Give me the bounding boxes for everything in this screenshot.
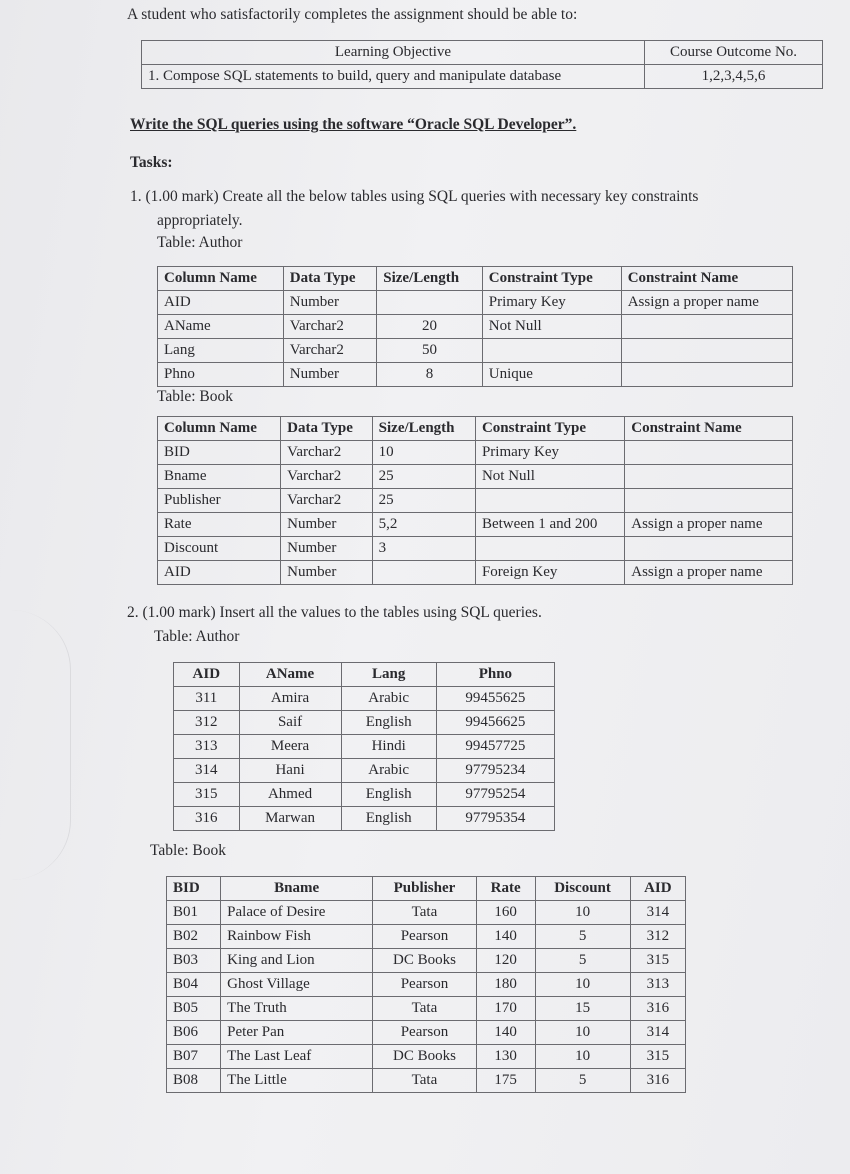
table-cell: Phno: [158, 363, 284, 387]
table-cell: Pearson: [373, 973, 477, 997]
table-cell: 25: [372, 489, 475, 513]
table-cell: 315: [630, 1045, 685, 1069]
schema-header: Column Name: [158, 417, 281, 441]
table-cell: [625, 465, 793, 489]
intro-text: A student who satisfactorily completes the assignment should be able to:: [127, 6, 578, 23]
table-cell: [377, 291, 483, 315]
table-cell: 314: [630, 901, 685, 925]
table-cell: Between 1 and 200: [475, 513, 624, 537]
table-cell: 313: [630, 973, 685, 997]
objective-row-outcome: 1,2,3,4,5,6: [645, 65, 823, 89]
table-row: [158, 465, 793, 489]
table-cell: 10: [535, 973, 630, 997]
table-cell: [625, 441, 793, 465]
table-cell: Peter Pan: [221, 1021, 373, 1045]
table-row: [167, 997, 686, 1021]
table-row: [158, 339, 793, 363]
table-row: [174, 759, 555, 783]
table-cell: Bname: [158, 465, 281, 489]
table-cell: Number: [281, 561, 373, 585]
table-cell: 140: [476, 925, 535, 949]
page-fold-shadow: [0, 610, 71, 880]
table-cell: The Truth: [221, 997, 373, 1021]
table-cell: Tata: [373, 997, 477, 1021]
task1-book-label: Table: Book: [157, 388, 233, 405]
tasks-heading: Tasks:: [130, 154, 173, 171]
table-row: [167, 1021, 686, 1045]
table-cell: Hani: [239, 759, 341, 783]
table-cell: Discount: [158, 537, 281, 561]
schema-header: Constraint Type: [475, 417, 624, 441]
table-row: [158, 537, 793, 561]
table-cell: Unique: [482, 363, 621, 387]
table-cell: [625, 489, 793, 513]
table-cell: B02: [167, 925, 221, 949]
table-row: [158, 513, 793, 537]
table-cell: Foreign Key: [475, 561, 624, 585]
table-cell: B08: [167, 1069, 221, 1093]
task1-line1: 1. (1.00 mark) Create all the below tables using SQL queries with necessary key constraints: [130, 188, 699, 205]
table-cell: Number: [283, 291, 376, 315]
table-cell: The Last Leaf: [221, 1045, 373, 1069]
table-row: [174, 711, 555, 735]
table-cell: DC Books: [373, 949, 477, 973]
table-cell: Assign a proper name: [625, 513, 793, 537]
table-cell: English: [341, 711, 436, 735]
table-cell: Assign a proper name: [625, 561, 793, 585]
table-cell: 316: [174, 807, 240, 831]
table-cell: DC Books: [373, 1045, 477, 1069]
data-header: Phno: [436, 663, 554, 687]
instruction-text: Write the SQL queries using the software “Oracle SQL Developer”.: [130, 116, 577, 133]
table-cell: B05: [167, 997, 221, 1021]
table-cell: Varchar2: [283, 339, 376, 363]
table-cell: King and Lion: [221, 949, 373, 973]
table-cell: [475, 537, 624, 561]
table-cell: 10: [535, 1045, 630, 1069]
table-cell: 314: [630, 1021, 685, 1045]
table-cell: [475, 489, 624, 513]
table-cell: AID: [158, 291, 284, 315]
table-cell: AID: [158, 561, 281, 585]
table-row: [167, 925, 686, 949]
table-cell: 314: [174, 759, 240, 783]
task1-author-label: Table: Author: [157, 234, 243, 251]
task2-book-label: Table: Book: [150, 842, 226, 859]
book-data-table: [166, 876, 686, 1093]
table-cell: Hindi: [341, 735, 436, 759]
table-cell: 312: [630, 925, 685, 949]
table-cell: 20: [377, 315, 483, 339]
table-cell: 315: [174, 783, 240, 807]
table-row: [174, 687, 555, 711]
table-cell: B06: [167, 1021, 221, 1045]
table-row: [167, 1069, 686, 1093]
data-header: AID: [630, 877, 685, 901]
table-cell: 10: [535, 1021, 630, 1045]
table-cell: B03: [167, 949, 221, 973]
schema-header: Column Name: [158, 267, 284, 291]
table-cell: Varchar2: [281, 489, 373, 513]
table-cell: 3: [372, 537, 475, 561]
table-cell: Varchar2: [281, 441, 373, 465]
table-cell: 10: [535, 901, 630, 925]
table-cell: Varchar2: [283, 315, 376, 339]
table-cell: Assign a proper name: [621, 291, 792, 315]
table-row: [174, 783, 555, 807]
table-cell: Arabic: [341, 687, 436, 711]
table-cell: 50: [377, 339, 483, 363]
table-cell: [482, 339, 621, 363]
schema-header: Size/Length: [377, 267, 483, 291]
table-cell: 316: [630, 997, 685, 1021]
schema-header: Data Type: [281, 417, 373, 441]
table-cell: English: [341, 807, 436, 831]
outcome-header: Course Outcome No.: [645, 41, 823, 65]
data-header: Rate: [476, 877, 535, 901]
table-cell: 120: [476, 949, 535, 973]
table-cell: Rate: [158, 513, 281, 537]
table-row: [167, 1045, 686, 1069]
table-row: [174, 807, 555, 831]
objective-table: [141, 40, 823, 89]
table-cell: Varchar2: [281, 465, 373, 489]
data-header: Lang: [341, 663, 436, 687]
table-cell: Marwan: [239, 807, 341, 831]
table-cell: 25: [372, 465, 475, 489]
table-cell: Tata: [373, 901, 477, 925]
table-cell: English: [341, 783, 436, 807]
table-cell: 315: [630, 949, 685, 973]
table-cell: Not Null: [482, 315, 621, 339]
data-header: Bname: [221, 877, 373, 901]
table-cell: B04: [167, 973, 221, 997]
table-cell: 15: [535, 997, 630, 1021]
table-cell: [621, 315, 792, 339]
table-cell: 99456625: [436, 711, 554, 735]
table-cell: 180: [476, 973, 535, 997]
data-header: BID: [167, 877, 221, 901]
schema-header: Constraint Type: [482, 267, 621, 291]
table-cell: The Little: [221, 1069, 373, 1093]
table-cell: 316: [630, 1069, 685, 1093]
schema-header: Size/Length: [372, 417, 475, 441]
table-cell: Saif: [239, 711, 341, 735]
table-row: [158, 291, 793, 315]
task1-line2: appropriately.: [157, 212, 243, 229]
table-row: [174, 735, 555, 759]
table-cell: Amira: [239, 687, 341, 711]
table-cell: B01: [167, 901, 221, 925]
author-data-table: [173, 662, 555, 831]
table-cell: Number: [281, 513, 373, 537]
table-cell: 10: [372, 441, 475, 465]
table-row: [158, 441, 793, 465]
data-header: Publisher: [373, 877, 477, 901]
table-cell: BID: [158, 441, 281, 465]
table-cell: 99455625: [436, 687, 554, 711]
schema-header: Constraint Name: [625, 417, 793, 441]
table-cell: [621, 339, 792, 363]
table-row: [158, 363, 793, 387]
table-cell: 170: [476, 997, 535, 1021]
objective-row-text: 1. Compose SQL statements to build, query and manipulate database: [142, 65, 645, 89]
table-cell: Tata: [373, 1069, 477, 1093]
table-cell: [625, 537, 793, 561]
table-cell: 97795354: [436, 807, 554, 831]
table-cell: 99457725: [436, 735, 554, 759]
table-row: [158, 489, 793, 513]
table-cell: Rainbow Fish: [221, 925, 373, 949]
table-cell: 312: [174, 711, 240, 735]
task2-line1: 2. (1.00 mark) Insert all the values to the tables using SQL queries.: [127, 604, 542, 621]
schema-header: Constraint Name: [621, 267, 792, 291]
table-row: [167, 949, 686, 973]
table-cell: 5: [535, 1069, 630, 1093]
author-schema-table: [157, 266, 793, 387]
table-cell: Lang: [158, 339, 284, 363]
table-row: [158, 561, 793, 585]
table-row: [167, 973, 686, 997]
book-schema-table: [157, 416, 793, 585]
data-header: AID: [174, 663, 240, 687]
table-cell: Publisher: [158, 489, 281, 513]
table-cell: Meera: [239, 735, 341, 759]
data-header: Discount: [535, 877, 630, 901]
objective-header: Learning Objective: [142, 41, 645, 65]
schema-header: Data Type: [283, 267, 376, 291]
table-cell: [621, 363, 792, 387]
table-cell: Ghost Village: [221, 973, 373, 997]
table-cell: Pearson: [373, 925, 477, 949]
table-cell: 5: [535, 925, 630, 949]
table-cell: 8: [377, 363, 483, 387]
table-cell: 5: [535, 949, 630, 973]
table-cell: Palace of Desire: [221, 901, 373, 925]
table-cell: 97795234: [436, 759, 554, 783]
table-cell: Arabic: [341, 759, 436, 783]
table-cell: Number: [281, 537, 373, 561]
table-cell: 313: [174, 735, 240, 759]
table-cell: Ahmed: [239, 783, 341, 807]
table-row: [158, 315, 793, 339]
table-cell: 130: [476, 1045, 535, 1069]
table-cell: Not Null: [475, 465, 624, 489]
table-cell: Pearson: [373, 1021, 477, 1045]
table-cell: 140: [476, 1021, 535, 1045]
table-cell: Primary Key: [482, 291, 621, 315]
task2-author-label: Table: Author: [154, 628, 240, 645]
table-row: [167, 901, 686, 925]
table-cell: Number: [283, 363, 376, 387]
table-cell: 311: [174, 687, 240, 711]
table-cell: 175: [476, 1069, 535, 1093]
table-cell: AName: [158, 315, 284, 339]
table-cell: 97795254: [436, 783, 554, 807]
table-cell: [372, 561, 475, 585]
data-header: AName: [239, 663, 341, 687]
table-cell: 5,2: [372, 513, 475, 537]
table-cell: 160: [476, 901, 535, 925]
table-cell: Primary Key: [475, 441, 624, 465]
table-cell: B07: [167, 1045, 221, 1069]
